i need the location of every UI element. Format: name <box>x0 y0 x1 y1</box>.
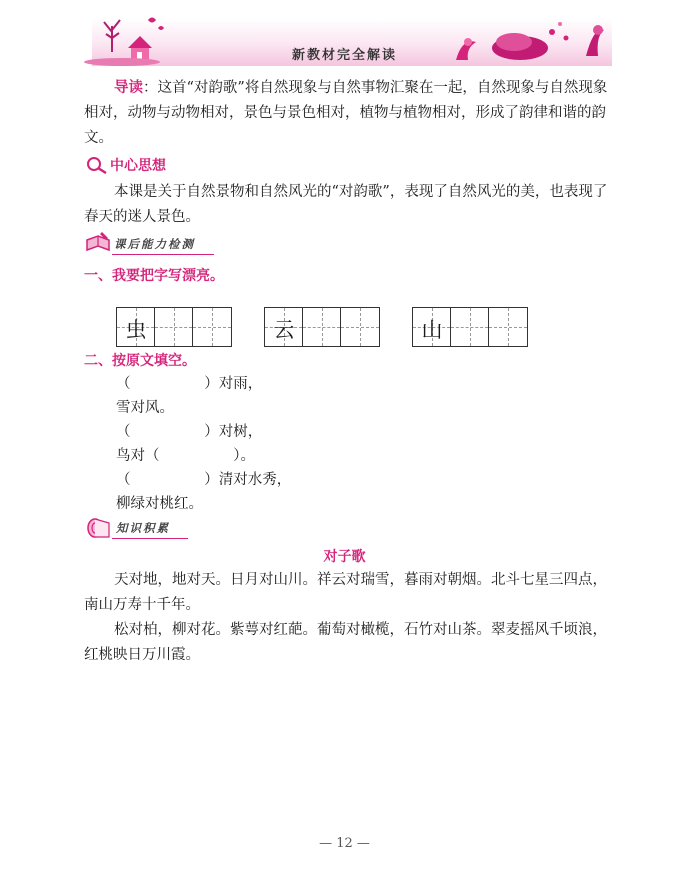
page-header <box>0 0 689 70</box>
central-idea-text: 本课是关于自然景物和自然风光的“对韵歌”，表现了自然风光的美，也表现了春天的迷人景色。 <box>84 184 608 225</box>
fill-line-6: 柳绿对桃红。 <box>116 496 203 512</box>
grid-cell[interactable] <box>341 308 379 346</box>
grid-char: 云 <box>273 318 295 342</box>
grid-cell[interactable] <box>155 308 193 346</box>
poem-title: 对子歌 <box>323 549 366 565</box>
guide-text: ：这首“对韵歌”将自然现象与自然事物汇聚在一起，自然现象与自然现象相对，动物与动物相对，景色与景色相对，植物与植物相对，形成了韵律和谐的韵文。 <box>84 80 608 146</box>
grid-cell <box>265 308 303 346</box>
central-idea-heading: 中心思想 <box>110 158 166 174</box>
guide-label: 导读 <box>114 80 143 96</box>
grid-cell[interactable] <box>489 308 527 346</box>
poem-paragraph-2: 松对柏，柳对花。紫萼对红葩。葡萄对橄榄，石竹对山茶。翠麦摇风千顷浪，红桃映日万川霞。 <box>84 622 607 663</box>
grid-cell <box>413 308 451 346</box>
guide-paragraph <box>84 76 612 151</box>
knowledge-section-title: 知识积累 <box>116 521 170 535</box>
writing-grid-2[interactable] <box>264 307 380 347</box>
book-pencil-icon <box>84 230 112 254</box>
fill-line-1[interactable]: （ ）对雨， <box>116 376 263 392</box>
fill-line-3[interactable]: （ ）对树， <box>116 424 263 440</box>
grid-cell[interactable] <box>303 308 341 346</box>
fill-line-2: 雪对风。 <box>116 400 174 416</box>
page-number: — 12 — <box>319 836 370 851</box>
exercises-section-title: 课后能力检测 <box>114 237 195 251</box>
grid-char: 虫 <box>125 318 147 342</box>
magnifier-icon <box>86 156 108 174</box>
q1-title: 一、我要把字写漂亮。 <box>84 268 224 284</box>
grid-cell[interactable] <box>451 308 489 346</box>
poem-paragraph-1: 天对地，地对天。日月对山川。祥云对瑞雪，暮雨对朝烟。北斗七星三四点，南山万寿十千年。 <box>84 572 607 613</box>
scroll-icon <box>86 517 112 539</box>
exercises-underline <box>112 254 214 255</box>
fill-line-5[interactable]: （ ）清对水秀， <box>116 472 292 488</box>
writing-grid-3[interactable] <box>412 307 528 347</box>
knowledge-underline <box>112 538 188 539</box>
grid-char: 山 <box>421 318 443 342</box>
grid-cell[interactable] <box>193 308 231 346</box>
header-title: 新教材完全解读 <box>291 48 397 63</box>
fill-line-4[interactable]: 鸟对（ ）。 <box>116 448 255 464</box>
q2-title: 二、按原文填空。 <box>84 353 196 369</box>
writing-grid-1[interactable] <box>116 307 232 347</box>
grid-cell <box>117 308 155 346</box>
